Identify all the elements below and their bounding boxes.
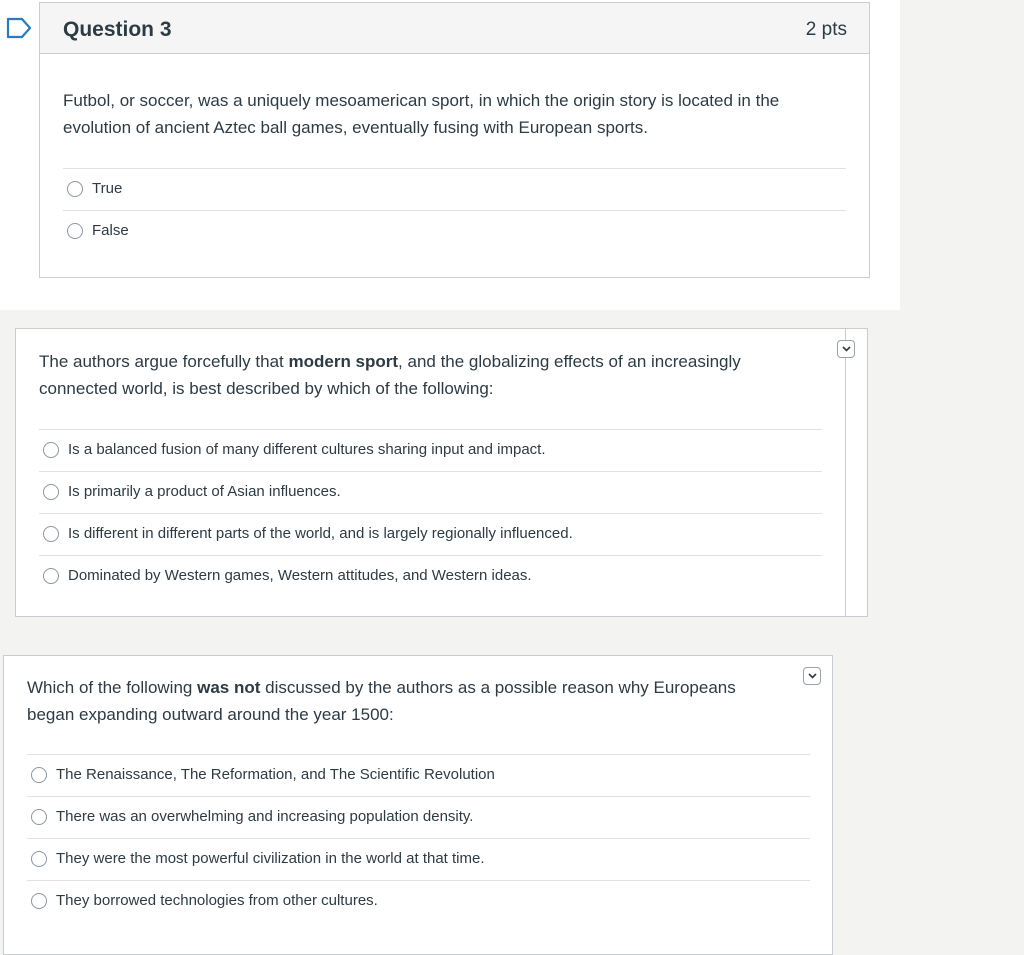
flag-question-icon[interactable] [6,17,32,39]
question-text: The authors argue forcefully that modern sport, and the globalizing effects of an increasingly connected world, is best described by which of the following: [39,352,741,398]
radio-button[interactable] [31,851,47,867]
answer-label: Is primarily a product of Asian influences. [68,483,341,500]
answer-label: They borrowed technologies from other cultures. [56,892,378,909]
answer-label: Is different in different parts of the world, and is largely regionally influenced. [68,525,573,542]
radio-button[interactable] [31,767,47,783]
answer-option[interactable] [27,754,810,796]
radio-button[interactable] [31,893,47,909]
question-text: Which of the following was not discussed by the authors as a possible reason why Europeans began expanding outward around the year 1500: [27,678,736,724]
question-points: 2 pts [805,19,847,40]
answer-label: Dominated by Western games, Western attitudes, and Western ideas. [68,567,532,584]
question-5-card [3,655,833,955]
radio-button[interactable] [67,223,83,239]
chevron-down-icon[interactable] [837,340,855,358]
radio-button[interactable] [43,526,59,542]
answer-label: True [92,180,123,197]
radio-button[interactable] [31,809,47,825]
answer-list [63,168,846,252]
question-emphasis: modern sport [288,352,399,371]
answer-option[interactable] [27,880,810,922]
answer-option[interactable] [27,796,810,838]
radio-button[interactable] [43,442,59,458]
question-header [40,3,869,54]
card-side-rule [845,328,846,617]
chevron-down-icon[interactable] [803,667,821,685]
answer-label: Is a balanced fusion of many different cultures sharing input and impact. [68,441,546,458]
question-title: Question 3 [63,18,172,41]
question-text: Futbol, or soccer, was a uniquely mesoamerican sport, in which the origin story is located in the evolution of ancient Aztec ball games, eventually fusing with European sports. [63,91,780,137]
radio-button[interactable] [67,181,83,197]
answer-option-false[interactable] [63,210,846,252]
answer-label: False [92,222,129,239]
answer-option[interactable] [27,838,810,880]
question-4-card [15,328,868,617]
answer-option[interactable] [39,429,822,471]
answer-label: There was an overwhelming and increasing population density. [56,808,474,825]
answer-label: They were the most powerful civilization in the world at that time. [56,850,485,867]
answer-label: The Renaissance, The Reformation, and The Scientific Revolution [56,766,495,783]
answer-option[interactable] [39,513,822,555]
answer-option[interactable] [39,471,822,513]
answer-list [39,429,822,597]
answer-option-true[interactable] [63,168,846,210]
answer-option[interactable] [39,555,822,597]
question-3-card [39,2,870,278]
answer-list [27,754,810,922]
question-emphasis: was not [197,678,261,697]
radio-button[interactable] [43,568,59,584]
radio-button[interactable] [43,484,59,500]
